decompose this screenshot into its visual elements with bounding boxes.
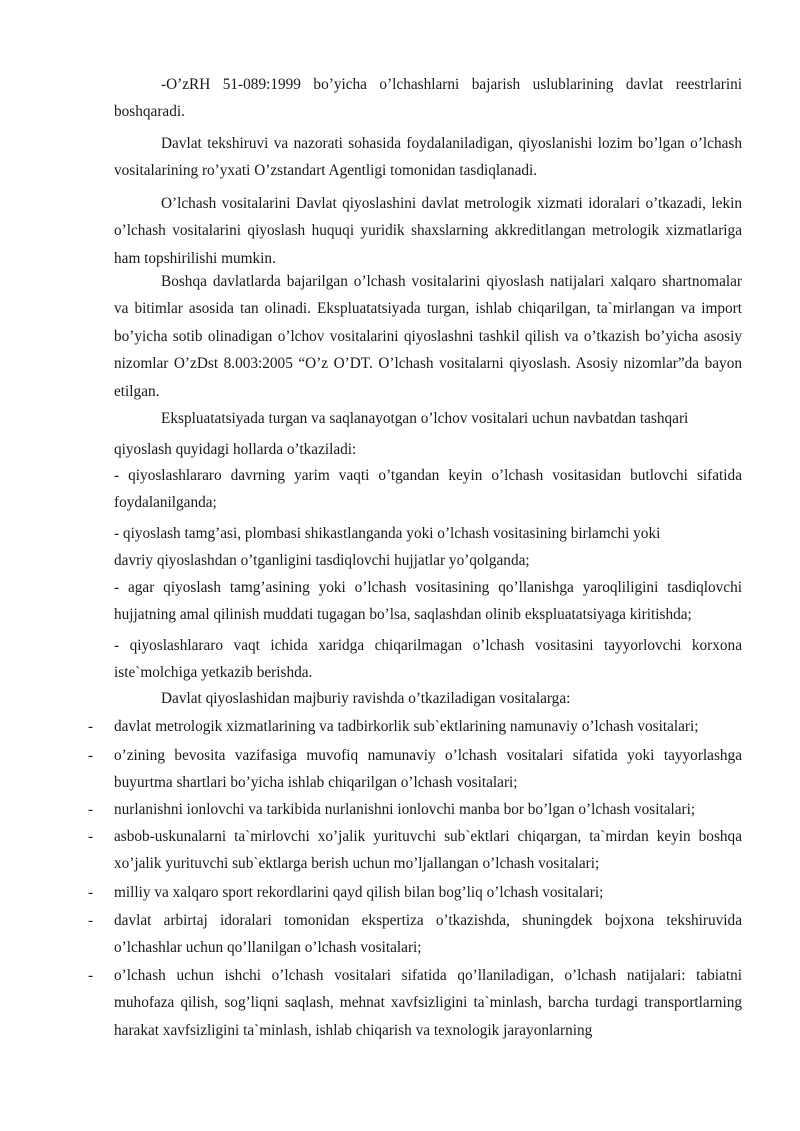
paragraph-majburiy: Davlat qiyoslashidan majburiy ravishda o’tkaziladigan vositalarga: (161, 690, 571, 707)
paragraph-hollarda: qiyoslash quyidagi hollarda o’tkaziladi: (114, 441, 357, 458)
list-item: davlat arbirtaj idoralari tomonidan ekspertiza o’tkazishda, shuningdek bojxona tekshiruvida o’lchashlar uchun qo’llanilgan o’lchash vositalari; (114, 912, 742, 957)
paragraph-muddati: - agar qiyoslash tamg’asining yoki o’lchash vositasining qo’llanishga yaroqliligini tasdiqlovchi hujjatning amal qilinish muddati tugagan bo’lsa, saqlashdan olinib ekspluatatsiyaga kiritishda; (114, 579, 742, 624)
paragraph-reestr: -O’zRH 51-089:1999 bo’yicha o’lchashlarni bajarish uslublarining davlat reestrlarini boshqaradi. (114, 76, 742, 121)
paragraph-xaridga: - qiyoslashlararo vaqt ichida xaridga chiqarilmagan o’lchash vositasini tayyorlovchi korxona iste`molchiga yetkazib berishda. (114, 637, 742, 682)
list-item: o’zining bevosita vazifasiga muvofiq namunaviy o’lchash vositalari sifatida yoki tayyorlashga buyurtma shartlari bo’yicha ishlab chiqarilgan o’lchash vositalari; (114, 747, 742, 792)
list-marker: - (88, 801, 94, 818)
list-marker: - (88, 747, 94, 764)
list-item: asbob-uskunalarni ta`mirlovchi xo’jalik yurituvchi sub`ektlari chiqargan, ta`mirdan keyin boshqa xo’jalik yurituvchi sub`ektlarga berish uchun mo’ljallangan o’lchash vositalari; (114, 828, 742, 873)
paragraph-royxat: Davlat tekshiruvi va nazorati sohasida foydalaniladigan, qiyoslanishi lozim bo’lgan o’lchash vositalarining ro’yxati O’zstandart Agentligi tomonidan tasdiqlanadi. (114, 135, 742, 180)
paragraph-navbatdan-tashqari: Ekspluatatsiyada turgan va saqlanayotgan o’lchov vositalari uchun navbatdan tashqari (161, 410, 689, 427)
paragraph-davlat-qiyoslash: O’lchash vositalarini Davlat qiyoslashini davlat metrologik xizmati idoralari o’tkazadi, lekin o’lchash vositalarini qiyoslash huquqi yuridik shaxslarning akkreditlangan metrologik xizmatlariga ham topshirilishi mumkin. (114, 195, 742, 267)
paragraph-xalqaro: Boshqa davlatlarda bajarilgan o’lchash vositalarini qiyoslash natijalari xalqaro shartnomalar va bitimlar asosida tan olinadi. Ekspluatatsiyada turgan, ishlab chiqarilgan, ta`mirlangan va import bo’yicha sotib olinadigan o’lchov vositalarini qiyoslashni tashkil qilish va o’tkazish bo’yicha asosiy nizomlar O’zDst 8.003:2005 “O’z O’DT. O’lchash vositalarni qiyoslash. Asosiy nizomlar”da bayon etilgan. (114, 273, 742, 400)
list-item: nurlanishni ionlovchi va tarkibida nurlanishni ionlovchi manba bor bo’lgan o’lchash vositalari; (114, 801, 696, 818)
paragraph-tamga: - qiyoslash tamg’asi, plombasi shikastlanganda yoki o’lchash vositasining birlamchi yoki (114, 525, 661, 542)
paragraph-hujjatlar: davriy qiyoslashdan o’tganligini tasdiqlovchi hujjatlar yo’qolganda; (114, 552, 530, 569)
list-marker: - (88, 718, 94, 735)
list-item: o’lchash uchun ishchi o’lchash vositalari sifatida qo’llaniladigan, o’lchash natijalari: tabiatni muhofaza qilish, sog’liqni saqlash, mehnat xavfsizligini ta`minlash, barcha turdagi transportlarning harakat xavfsizligini ta`minlash, ishlab chiqarish va texnologik jarayonlarning (114, 967, 742, 1039)
list-marker: - (88, 884, 94, 901)
list-marker: - (88, 967, 94, 984)
list-marker: - (88, 912, 94, 929)
list-item: milliy va xalqaro sport rekordlarini qayd qilish bilan bog’liq o’lchash vositalari; (114, 884, 604, 901)
paragraph-butlovchi: - qiyoslashlararo davrning yarim vaqti o’tgandan keyin o’lchash vositasidan butlovchi sifatida foydalanilganda; (114, 467, 742, 512)
list-item: davlat metrologik xizmatlarining va tadbirkorlik sub`ektlarining namunaviy o’lchash vositalari; (114, 718, 699, 735)
list-marker: - (88, 828, 94, 845)
